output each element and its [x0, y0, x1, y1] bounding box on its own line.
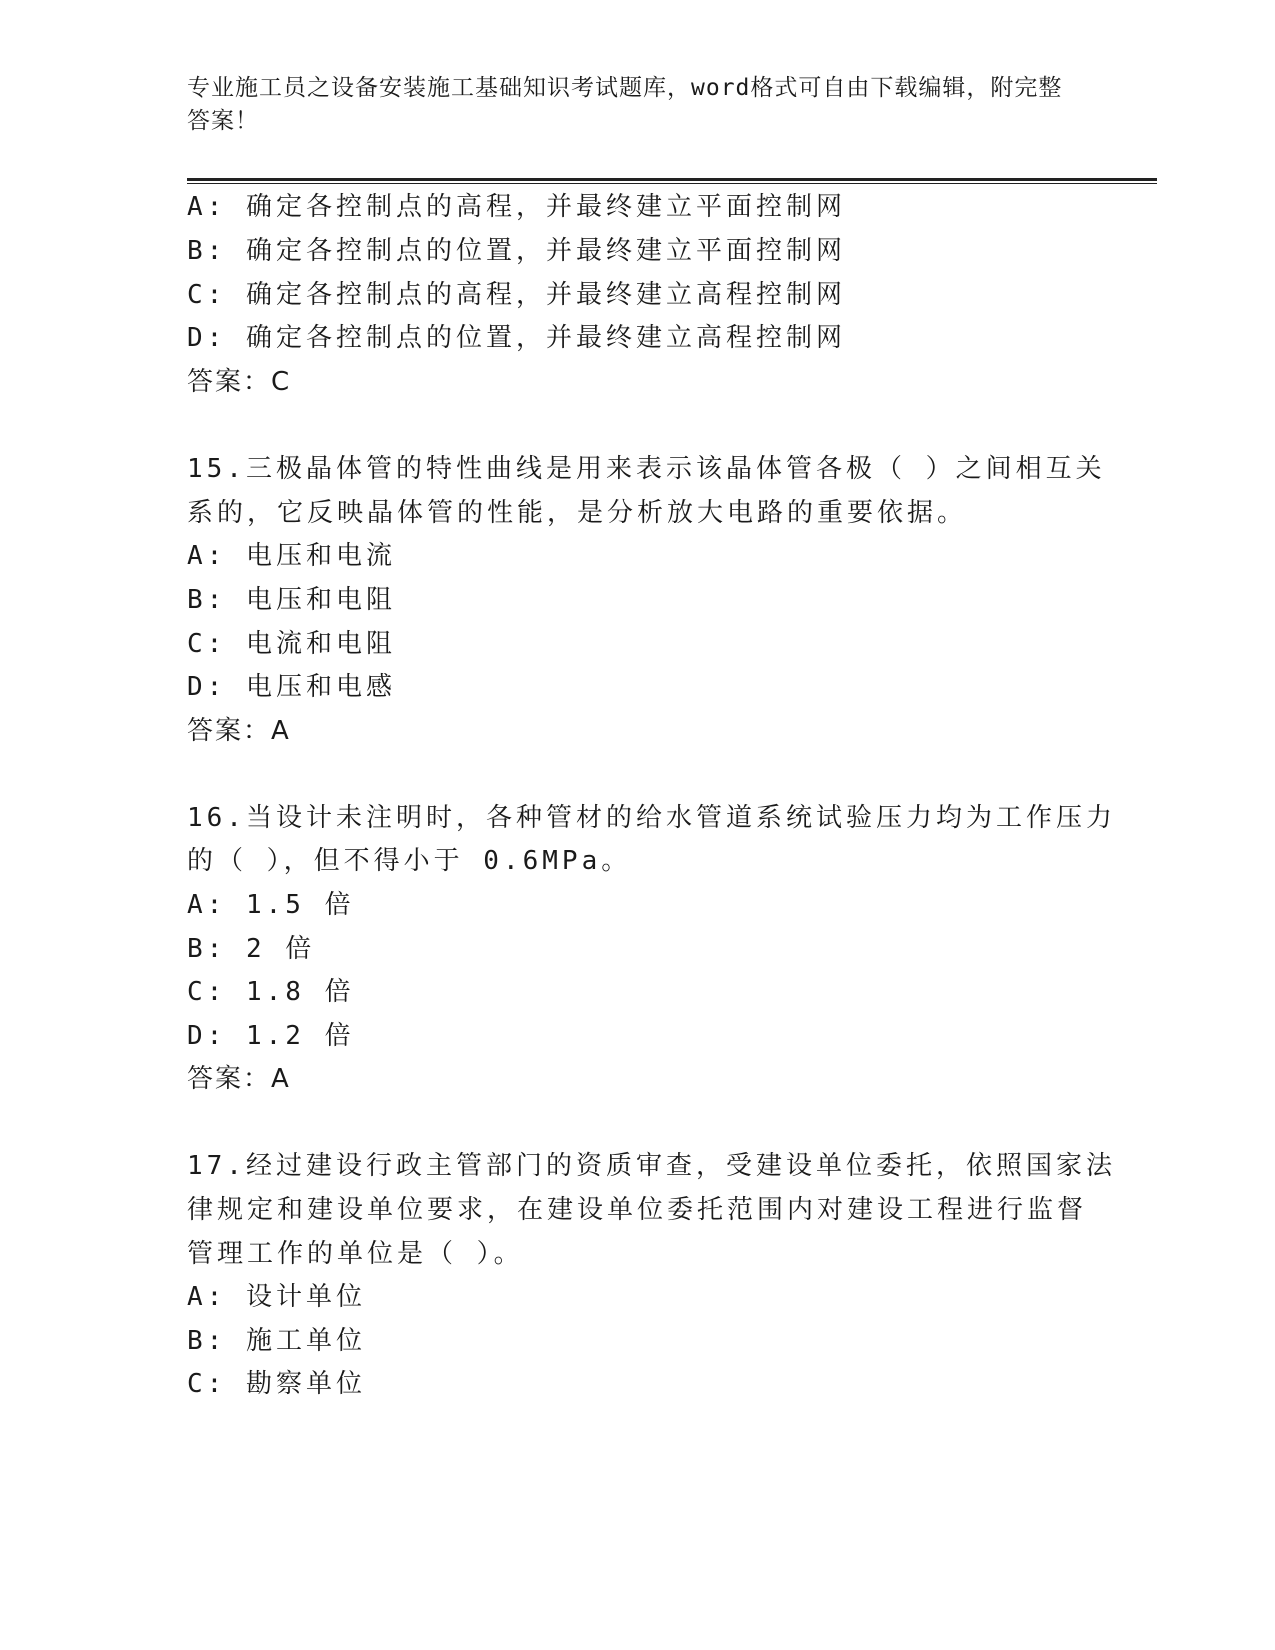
q17-stem-line-2: 律规定和建设单位要求，在建设单位委托范围内对建设工程进行监督 — [187, 1195, 1088, 1225]
q16-answer: 答案：A — [187, 1064, 291, 1094]
document-header: 专业施工员之设备安装施工基础知识考试题库，word格式可自由下载编辑，附完整答案！ — [187, 75, 1063, 134]
q14-option-a: A: 确定各控制点的高程，并最终建立平面控制网 — [187, 192, 846, 222]
q15-stem-line-2: 系的，它反映晶体管的性能，是分析放大电路的重要依据。 — [187, 498, 968, 528]
q17-option-a: A: 设计单位 — [187, 1282, 366, 1312]
q16-option-a: A: 1.5 倍 — [187, 890, 355, 920]
q15-option-d: D: 电压和电感 — [187, 672, 396, 702]
q15-option-c: C: 电流和电阻 — [187, 629, 396, 659]
q16-stem-line-1: 16.当设计未注明时，各种管材的给水管道系统试验压力均为工作压力 — [187, 803, 1116, 833]
q14-answer: 答案：C — [187, 367, 292, 397]
q16-option-b: B: 2 倍 — [187, 934, 316, 964]
q16-option-d: D: 1.2 倍 — [187, 1021, 355, 1051]
q14-option-b: B: 确定各控制点的位置，并最终建立平面控制网 — [187, 236, 846, 266]
q15-option-a: A: 电压和电流 — [187, 541, 396, 571]
q14-option-c: C: 确定各控制点的高程，并最终建立高程控制网 — [187, 280, 846, 310]
q16-stem-line-2: 的（ ），但不得小于 0.6MPa。 — [187, 846, 632, 876]
q16-option-c: C: 1.8 倍 — [187, 977, 355, 1007]
q14-option-d: D: 确定各控制点的位置，并最终建立高程控制网 — [187, 323, 846, 353]
q15-option-b: B: 电压和电阻 — [187, 585, 396, 615]
header-divider-thick — [187, 178, 1157, 181]
q15-answer: 答案：A — [187, 716, 291, 746]
q17-stem-line-1: 17.经过建设行政主管部门的资质审查，受建设单位委托，依照国家法 — [187, 1151, 1116, 1181]
header-divider-thin — [187, 183, 1157, 184]
q17-stem-line-3: 管理工作的单位是（ ）。 — [187, 1239, 524, 1269]
q15-stem-line-1: 15.三极晶体管的特性曲线是用来表示该晶体管各极（ ）之间相互关 — [187, 454, 1106, 484]
q17-option-b: B: 施工单位 — [187, 1326, 366, 1356]
q17-option-c: C: 勘察单位 — [187, 1369, 366, 1399]
